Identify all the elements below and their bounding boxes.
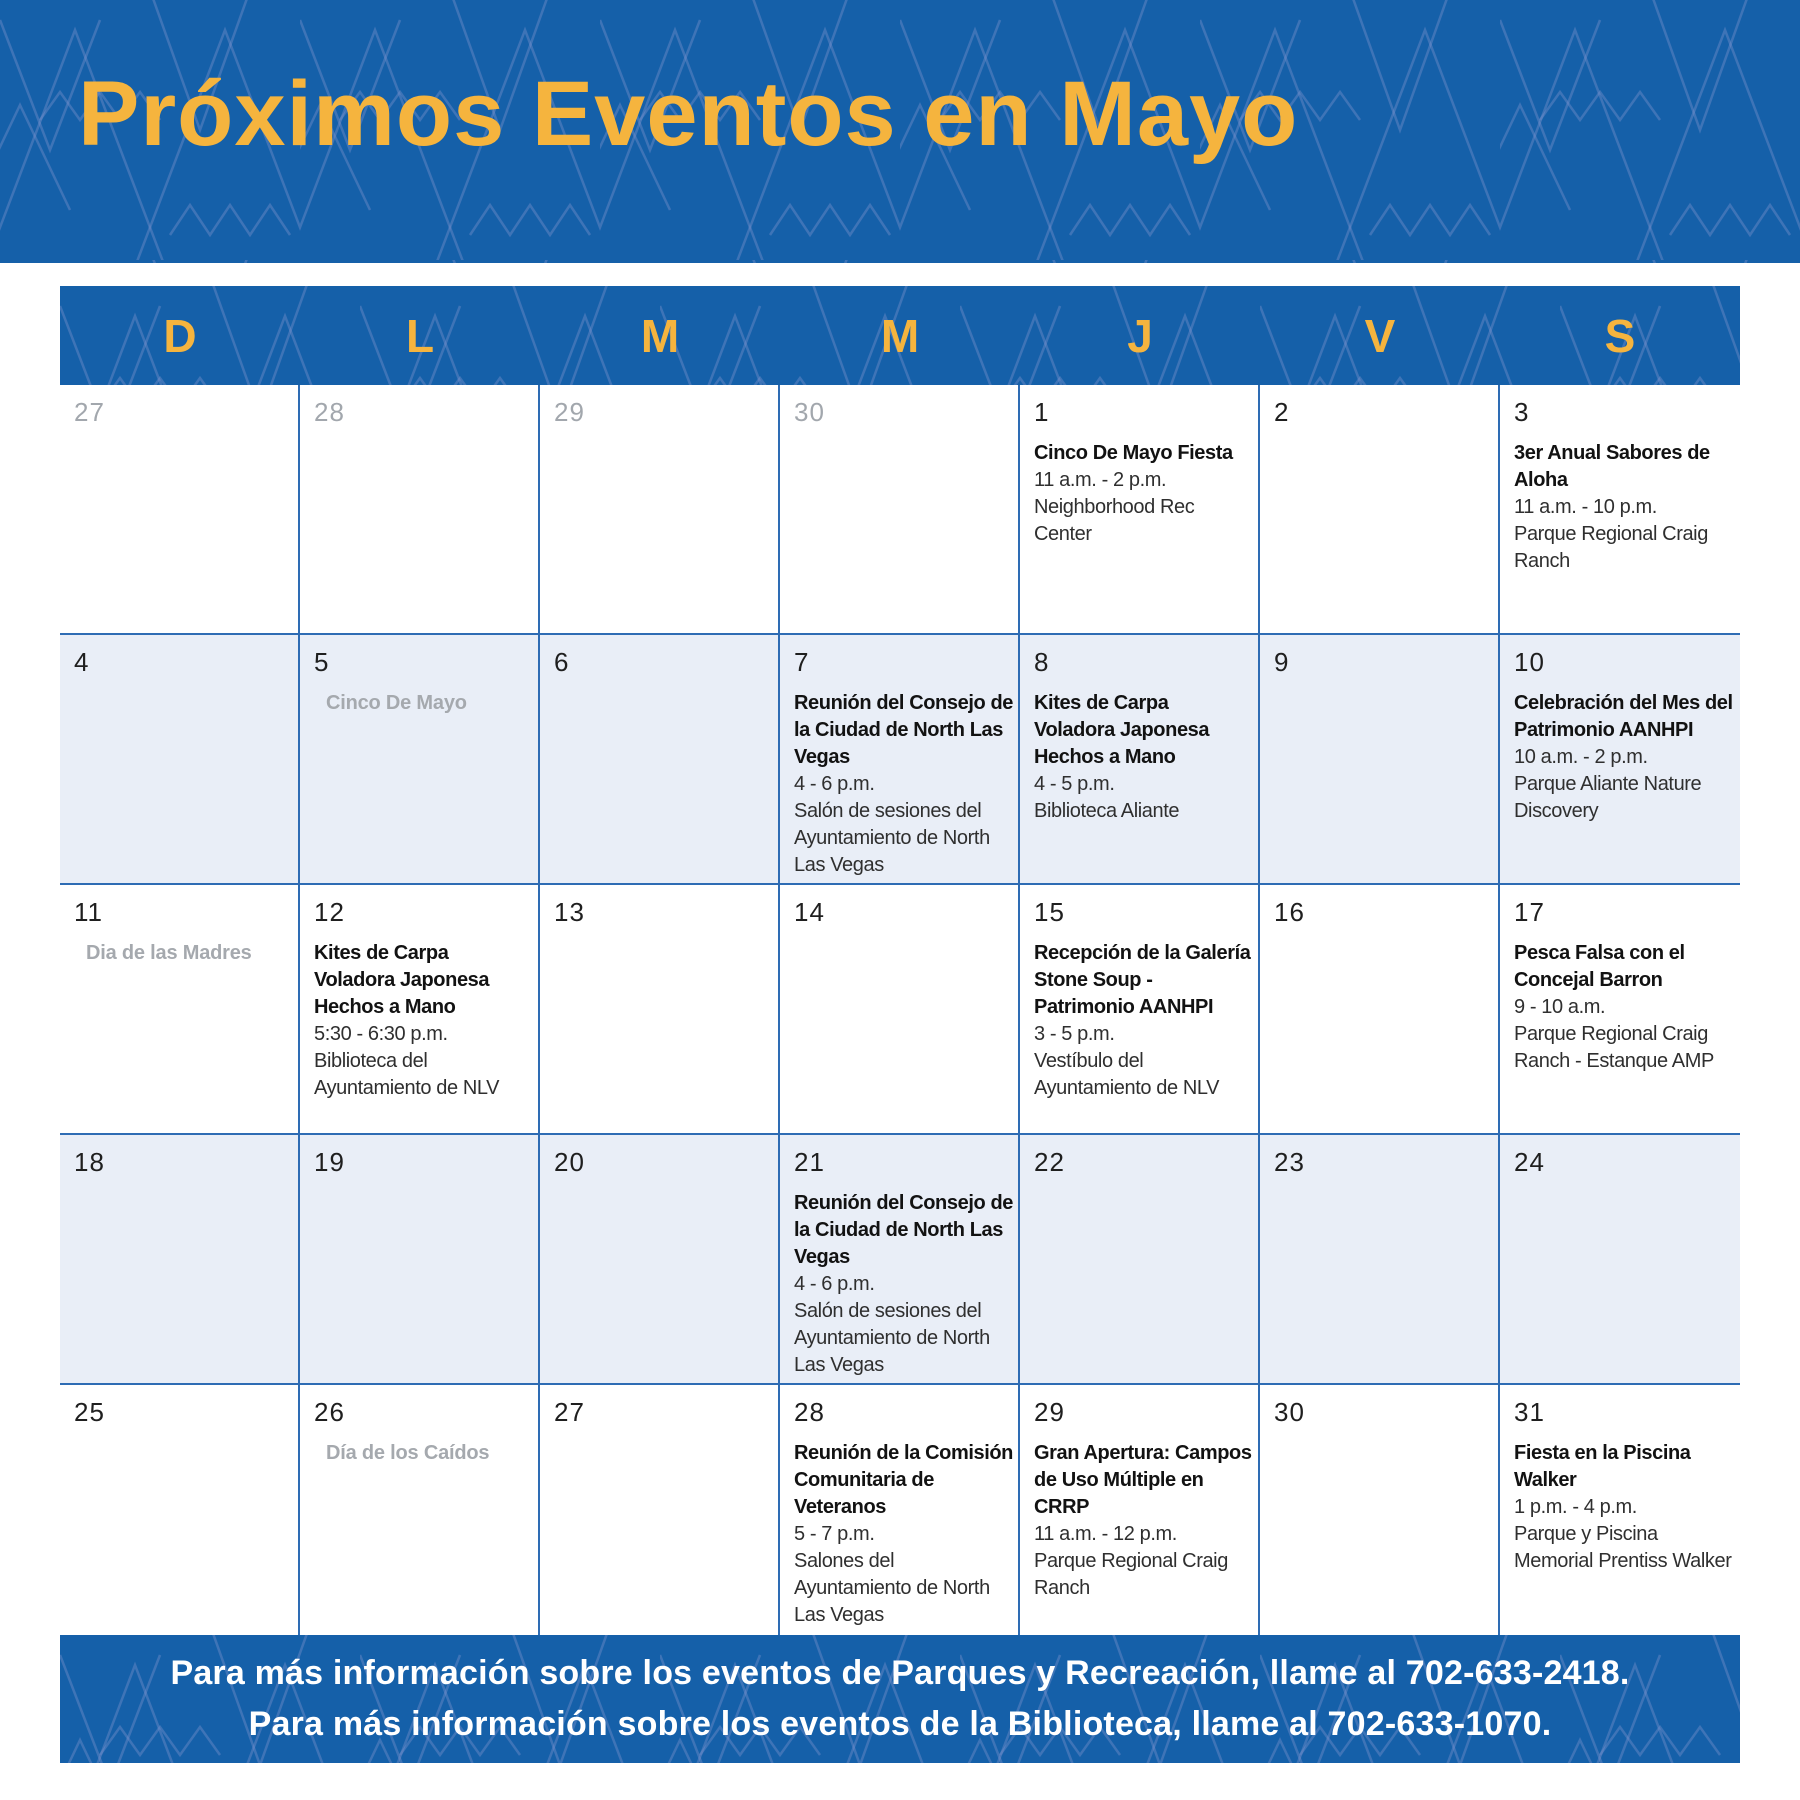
day-cell-28 [300,385,540,635]
event-title: 3er Anual Sabores de Aloha [1514,442,1710,491]
day-cell-6 [540,635,780,885]
day-number: 31 [1514,1397,1545,1427]
day-header-lunes: L [405,309,435,362]
day-number: 30 [1274,1397,1305,1427]
day-cell-29 [1020,1385,1260,1635]
event-location: Vestíbulo del Ayuntamiento de NLV [1034,1050,1220,1099]
day-cell-29 [540,385,780,635]
day-number: 10 [1514,647,1545,677]
day-cell-17 [1500,885,1740,1135]
day-number: 27 [74,397,105,427]
day-number: 2 [1274,397,1290,427]
event-location: Parque y Piscina Memorial Prentiss Walker [1514,1523,1732,1572]
day-cell-21 [780,1135,1020,1385]
day-cell-11 [60,885,300,1135]
event [1514,440,1736,575]
day-number: 8 [1034,647,1050,677]
event-time: 11 a.m. - 10 p.m. [1514,496,1657,518]
day-number: 14 [794,897,825,927]
day-cell-28 [780,1385,1020,1635]
day-cell-20 [540,1135,780,1385]
event-location: Parque Regional Craig Ranch - Estanque AMP [1514,1023,1714,1072]
event [1034,1440,1254,1602]
day-cell-24 [1500,1135,1740,1385]
day-cell-31 [1500,1385,1740,1635]
day-cell-5 [300,635,540,885]
day-number: 3 [1514,397,1530,427]
day-number: 12 [314,897,345,927]
event [1034,440,1254,548]
day-cell-16 [1260,885,1500,1135]
event-location: Salón de sesiones del Ayuntamiento de North Las Vegas [794,800,990,876]
day-cell-2 [1260,385,1500,635]
holiday-label: Cinco De Mayo [326,692,467,714]
day-cell-9 [1260,635,1500,885]
event-location: Parque Aliante Nature Discovery [1514,773,1702,822]
event-time: 3 - 5 p.m. [1034,1023,1115,1045]
day-number: 11 [74,897,103,927]
event [1514,1440,1736,1575]
event-location: Salón de sesiones del Ayuntamiento de North Las Vegas [794,1300,990,1376]
event-title: Recepción de la Galería Stone Soup - Patrimonio AANHPI [1034,942,1251,1018]
day-cell-13 [540,885,780,1135]
event [794,1440,1014,1629]
event-title: Reunión del Consejo de la Ciudad de North Las Vegas [794,1192,1013,1268]
day-cell-26 [300,1385,540,1635]
event-title: Celebración del Mes del Patrimonio AANHPI [1514,692,1733,741]
calendar-grid [60,385,1740,1635]
day-cell-7 [780,635,1020,885]
event [1034,690,1254,825]
day-cell-19 [300,1135,540,1385]
day-number: 13 [554,897,585,927]
day-number: 15 [1034,897,1065,927]
event-title: Pesca Falsa con el Concejal Barron [1514,942,1685,991]
day-number: 6 [554,647,570,677]
day-number: 20 [554,1147,585,1177]
event-time: 5:30 - 6:30 p.m. [314,1023,448,1045]
day-cell-27 [540,1385,780,1635]
day-cell-27 [60,385,300,635]
day-cell-8 [1020,635,1260,885]
holiday-label: Día de los Caídos [326,1442,490,1464]
event [1034,940,1254,1102]
day-cell-15 [1020,885,1260,1135]
event [1514,690,1736,825]
event-title: Kites de Carpa Voladora Japonesa Hechos a Mano [314,942,490,1018]
day-number: 25 [74,1397,105,1427]
day-number: 24 [1514,1147,1545,1177]
event-time: 10 a.m. - 2 p.m. [1514,746,1648,768]
day-header-sabado: S [1604,309,1636,362]
day-cell-10 [1500,635,1740,885]
event [794,1190,1014,1379]
day-header-jueves: J [1127,309,1153,362]
event-title: Gran Apertura: Campos de Uso Múltiple en CRRP [1034,1442,1252,1518]
day-number: 17 [1514,897,1545,927]
day-number: 30 [794,397,825,427]
event-title: Fiesta en la Piscina Walker [1514,1442,1691,1491]
day-number: 28 [794,1397,825,1427]
weekday-header-band [60,286,1740,385]
footer-library-info-line: Para más información sobre los eventos de la Biblioteca, llame al 702-633-1070. [248,1705,1552,1743]
day-cell-18 [60,1135,300,1385]
day-cell-23 [1260,1135,1500,1385]
day-cell-30 [1260,1385,1500,1635]
event-location: Salones del Ayuntamiento de North Las Vegas [794,1550,990,1626]
event-title: Reunión de la Comisión Comunitaria de Veteranos [794,1442,1013,1518]
event [1514,940,1736,1075]
day-header-martes: M [640,309,680,362]
day-cell-14 [780,885,1020,1135]
day-cell-3 [1500,385,1740,635]
event-location: Neighborhood Rec Center [1034,496,1195,545]
day-cell-1 [1020,385,1260,635]
day-header-domingo: D [163,309,197,362]
event-time: 5 - 7 p.m. [794,1523,875,1545]
day-header-miercoles: M [880,309,920,362]
header-gap [0,263,1800,286]
event-time: 1 p.m. - 4 p.m. [1514,1496,1637,1518]
event-time: 11 a.m. - 2 p.m. [1034,469,1167,491]
event-title: Cinco De Mayo Fiesta [1034,442,1233,464]
day-cell-30 [780,385,1020,635]
day-number: 5 [314,647,330,677]
header-banner [0,0,1800,263]
day-number: 22 [1034,1147,1065,1177]
event-time: 9 - 10 a.m. [1514,996,1606,1018]
day-number: 29 [554,397,585,427]
day-number: 27 [554,1397,585,1427]
day-number: 19 [314,1147,345,1177]
event-location: Biblioteca Aliante [1034,800,1180,822]
day-cell-22 [1020,1135,1260,1385]
event-location: Parque Regional Craig Ranch [1514,523,1708,572]
event-location: Parque Regional Craig Ranch [1034,1550,1228,1599]
day-number: 29 [1034,1397,1065,1427]
event-title: Kites de Carpa Voladora Japonesa Hechos a Mano [1034,692,1210,768]
day-number: 26 [314,1397,345,1427]
page-title: Próximos Eventos en Mayo [78,63,1299,165]
day-number: 18 [74,1147,105,1177]
event-location: Biblioteca del Ayuntamiento de NLV [314,1050,500,1099]
day-number: 7 [794,647,810,677]
day-header-viernes: V [1364,309,1396,362]
day-number: 9 [1274,647,1290,677]
day-number: 28 [314,397,345,427]
holiday-label: Dia de las Madres [86,942,252,964]
day-cell-25 [60,1385,300,1635]
day-number: 21 [794,1147,825,1177]
event-time: 11 a.m. - 12 p.m. [1034,1523,1177,1545]
footer-parks-info-line: Para más información sobre los eventos de Parques y Recreación, llame al 702-633-2418. [170,1654,1630,1692]
day-cell-4 [60,635,300,885]
event-time: 4 - 5 p.m. [1034,773,1115,795]
day-number: 16 [1274,897,1305,927]
day-number: 1 [1034,397,1050,427]
day-number: 4 [74,647,90,677]
event-time: 4 - 6 p.m. [794,1273,875,1295]
day-cell-12 [300,885,540,1135]
event [314,940,534,1102]
event-title: Reunión del Consejo de la Ciudad de North Las Vegas [794,692,1013,768]
event-time: 4 - 6 p.m. [794,773,875,795]
event [794,690,1014,879]
footer-banner [60,1635,1740,1763]
day-number: 23 [1274,1147,1305,1177]
